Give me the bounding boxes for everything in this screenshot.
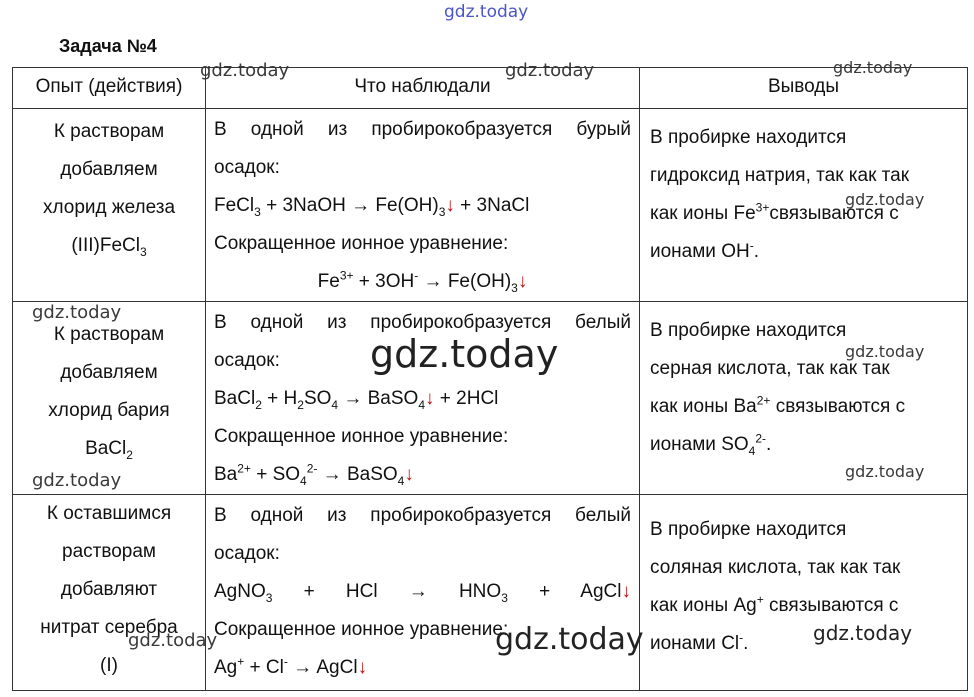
action-cell xyxy=(13,495,206,691)
header-action: Опыт (действия) xyxy=(13,68,206,109)
watermark: gdz.today xyxy=(845,190,925,209)
observed-cell xyxy=(206,302,640,495)
text-line: как ионы Ag+ связываются с xyxy=(650,592,899,616)
text-line: добавляют xyxy=(60,579,158,600)
ionic-equation: Ag+ + Cl- → AgCl↓ xyxy=(214,654,368,678)
watermark: gdz.today xyxy=(845,462,925,481)
text-line: ионами $SO_4^{2-}$. xyxy=(650,431,772,458)
watermark: gdz.today xyxy=(505,60,595,81)
watermark: gdz.today xyxy=(32,302,122,323)
equation: FeCl$_3$ + 3NaOH → $Fe(OH)_3↓$ + 3NaCl xyxy=(214,195,530,219)
ionic-equation: $Ba^{2+} + SO_4^{2-}$ → BaSO$_4$↓ xyxy=(214,461,414,488)
text-line: В пробирке находится xyxy=(650,127,847,148)
header-conclusion: Выводы xyxy=(640,68,968,109)
watermark: gdz.today xyxy=(32,470,122,491)
table-header-row xyxy=(13,68,968,109)
text-line: В пробирке находится xyxy=(650,320,847,341)
text-line: соляная кислота, так как так xyxy=(650,557,901,578)
conclusion-cell xyxy=(640,495,968,691)
text-line: осадок: xyxy=(214,543,280,564)
observed-cell xyxy=(206,109,640,302)
text-line: В одной из пробирокобразуется белый xyxy=(214,505,631,526)
text-line: добавляем xyxy=(60,362,158,383)
watermark: gdz.today xyxy=(813,621,913,645)
text-line: как ионы $Fe^{3+}связываются$ с xyxy=(650,200,899,224)
text-line: ионами OH-. xyxy=(650,238,759,262)
header-observed: Что наблюдали xyxy=(206,68,640,109)
action-cell xyxy=(13,302,206,495)
equation: AgNO$_3$ + HCl → $HNO_3$ + AgCl↓ xyxy=(214,581,631,605)
text-line: (I) xyxy=(100,655,118,676)
watermark-large: gdz.today xyxy=(370,332,559,376)
text-line: осадок: xyxy=(214,350,280,371)
text-line: В одной из пробирокобразуется белый xyxy=(214,312,631,333)
action-cell xyxy=(13,109,206,302)
text-line: В одной из пробирокобразуется бурый xyxy=(214,119,631,140)
text-line: осадок: xyxy=(214,157,280,178)
watermark: gdz.today xyxy=(845,342,925,361)
text-line: ионами Cl-. xyxy=(650,630,749,654)
text-line: растворам xyxy=(62,541,156,562)
observed-cell xyxy=(206,495,640,691)
text-line: нитрат серебра xyxy=(40,617,178,638)
experiment-table xyxy=(12,67,968,691)
conclusion-cell xyxy=(640,109,968,302)
text-line: В пробирке находится xyxy=(650,519,847,540)
task-title: Задача №4 xyxy=(59,36,157,56)
watermark-large: gdz.today xyxy=(495,622,644,657)
table-row xyxy=(13,302,968,495)
ionic-equation: $Fe^{3+} + 3OH^-$ → $Fe(OH)_3↓$ xyxy=(317,268,528,295)
text-line: К растворам xyxy=(53,324,165,345)
text-line: гидроксид натрия, так как так xyxy=(650,165,910,186)
text-line: серная кислота, так как так xyxy=(650,358,890,379)
watermark: gdz.today xyxy=(200,60,290,81)
text-line: (III)FeCl$_3$ xyxy=(71,235,147,259)
watermark: gdz.today xyxy=(128,630,218,651)
text-line: хлорид железа xyxy=(42,197,176,218)
ionic-label: Сокращенное ионное уравнение: xyxy=(214,233,509,254)
text-line: BaCl$_2$ xyxy=(85,438,133,462)
text-line: хлорид бария xyxy=(48,400,170,421)
watermark-top: gdz.today xyxy=(444,2,529,22)
text-line: добавляем xyxy=(60,159,158,180)
ionic-label: Сокращенное ионное уравнение: xyxy=(214,619,509,640)
watermark: gdz.today xyxy=(833,58,913,77)
ionic-label: Сокращенное ионное уравнение: xyxy=(214,426,509,447)
equation: BaCl$_2$ + $H_2SO_4$ → BaSO$_4$↓ + 2HCl xyxy=(214,388,499,412)
text-line: как ионы $Ba^{2+}$ связываются с xyxy=(650,393,906,417)
text-line: К растворам xyxy=(53,121,165,142)
table-row xyxy=(13,109,968,302)
text-line: К оставшимся xyxy=(46,503,172,524)
table-row xyxy=(13,495,968,691)
